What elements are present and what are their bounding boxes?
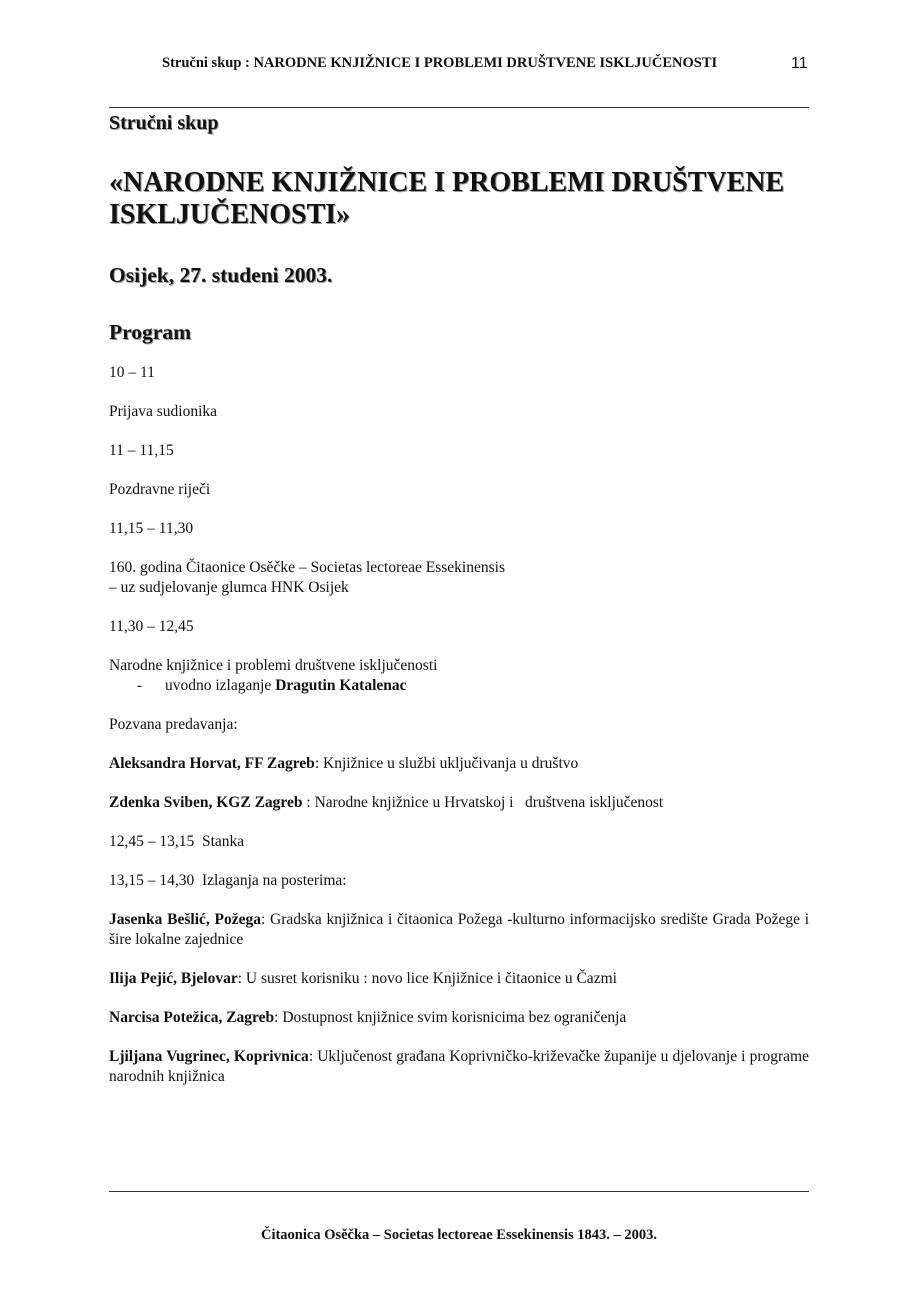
slot-line: 160. godina Čitaonice Osěčke – Societas lectoreae Essekinensis (109, 559, 505, 576)
program-list (109, 363, 809, 1106)
bullet-dash: - (137, 677, 143, 694)
poster-author: Narcisa Potežica, Zagreb (109, 1009, 275, 1026)
talk-item (109, 793, 809, 813)
slot-time: 11,15 – 11,30 (109, 520, 194, 537)
poster-item (109, 969, 809, 989)
invited-label: Pozvana predavanja: (109, 716, 238, 733)
slot-time: 11,30 – 12,45 (109, 618, 194, 635)
poster-item (109, 910, 809, 950)
poster-title: : Gradska knjižnica i čitaonica Požega -kulturno informacijsko središte Grada Požege i šire lokalne zajednice (109, 911, 810, 948)
poster-author: Ljiljana Vugrinec, Koprivnica (109, 1048, 309, 1065)
slot-description (109, 656, 809, 696)
slot-description (109, 558, 809, 598)
running-header: Stručni skup : NARODNE KNJIŽNICE I PROBLEMI DRUŠTVENE ISKLJUČENOSTI (162, 55, 718, 71)
event-place-date: Osijek, 27. studeni 2003. (109, 263, 333, 287)
poster-title: : Uključenost građana Koprivničko-križevačke županije u djelovanje i programe narodnih knjižnica (109, 1048, 809, 1085)
slot-description: Pozdravne riječi (109, 481, 211, 498)
page-footer: Čitaonica Osěčka – Societas lectoreae Essekinensis 1843. – 2003. (260, 1227, 658, 1243)
slot-time: 11 – 11,15 (109, 442, 174, 459)
poster-author: Jasenka Bešlić, Požega (109, 911, 261, 928)
sub-item-text: uvodno izlaganje (165, 677, 276, 694)
talk-item (109, 754, 809, 774)
talk-title: : Knjižnice u službi uključivanja u društvo (314, 755, 579, 772)
slot-line: Narodne knjižnice i problemi društvene isključenosti (109, 657, 438, 674)
poster-item (109, 1008, 809, 1028)
slot-description: Prijava sudionika (109, 403, 218, 420)
talk-title: : Narodne knjižnice u Hrvatskoj i društvena isključenost (302, 794, 664, 811)
poster-author: Ilija Pejić, Bjelovar (109, 970, 238, 987)
footer-divider (109, 1191, 809, 1192)
poster-title: : Dostupnost knjižnice svim korisnicima bez ograničenja (274, 1009, 627, 1026)
slot-time: 10 – 11 (109, 364, 155, 381)
sub-item (109, 676, 809, 696)
poster-item (109, 1047, 809, 1087)
poster-title: : U susret korisniku : novo lice Knjižnice i čitaonice u Čazmi (237, 970, 617, 987)
talk-author: Zdenka Sviben, KGZ Zagreb (109, 794, 303, 811)
talk-author: Aleksandra Horvat, FF Zagreb (109, 755, 315, 772)
page-number: 11 (791, 55, 808, 72)
event-type: Stručni skup (109, 112, 219, 134)
speaker-name: Dragutin Katalenac (275, 677, 407, 694)
poster-slot: 13,15 – 14,30 Izlaganja na posterima: (109, 872, 347, 889)
slot-line: – uz sudjelovanje glumca HNK Osijek (109, 579, 349, 596)
break-slot: 12,45 – 13,15 Stanka (109, 833, 245, 850)
program-heading: Program (109, 320, 191, 344)
event-title: «NARODNE KNJIŽNICE I PROBLEMI DRUŠTVENE ISKLJUČENOSTI» (109, 167, 785, 230)
header-divider (109, 107, 809, 108)
